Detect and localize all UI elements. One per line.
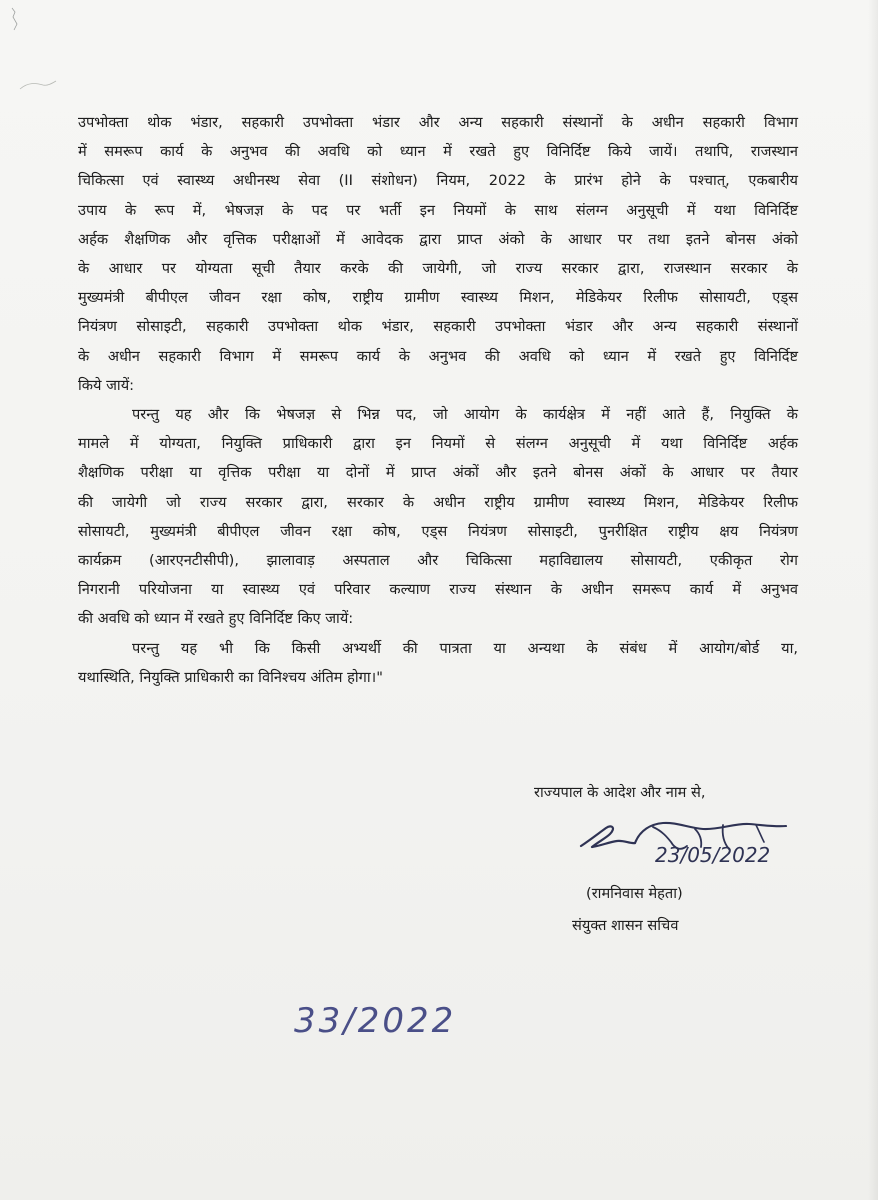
- body-line: नियंत्रण सोसाइटी, सहकारी उपभोक्ता थोक भंडार, सहकारी उपभोक्ता भंडार और अन्य सहकारी संस्थानों: [78, 318, 798, 336]
- paragraph-3: [78, 634, 798, 692]
- letter-body: [78, 108, 798, 692]
- body-line: परन्तु यह भी कि किसी अभ्यर्थी की पात्रता या अन्यथा के संबंध में आयोग/बोर्ड या,: [132, 639, 798, 657]
- page-edge-shadow: [868, 0, 878, 1200]
- margin-mark-icon: [18, 74, 58, 94]
- authority-line: राज्यपाल के आदेश और नाम से,: [534, 784, 706, 801]
- paragraph-1: [78, 108, 798, 400]
- body-line: शैक्षणिक परीक्षा या वृत्तिक परीक्षा या दोनों में प्राप्त अंकों और इतने बोनस अंकों के आधार पर तैयार: [78, 464, 798, 482]
- body-line: की जायेगी जो राज्य सरकार द्वारा, सरकार के अधीन राष्ट्रीय ग्रामीण स्वास्थ्य मिशन, मेडिकेयर रिलीफ: [78, 493, 798, 511]
- signature-date: 23/05/2022: [655, 843, 771, 867]
- body-line: कार्यक्रम (आरएनटीसीपी), झालावाड़ अस्पताल और चिकित्सा महाविद्यालय सोसायटी, एकीकृत रोग: [78, 552, 798, 570]
- body-line: अर्हक शैक्षणिक और वृत्तिक परीक्षाओं में आवेदक द्वारा प्राप्त अंको के आधार पर तथा इतने बोनस अंको: [78, 230, 798, 248]
- body-line: में समरूप कार्य के अनुभव की अवधि को ध्यान में रखते हुए विनिर्दिष्ट किये जायें। तथापि, राजस्थान: [78, 143, 798, 161]
- body-line: उपभोक्ता थोक भंडार, सहकारी उपभोक्ता भंडार और अन्य सहकारी संस्थानों के अधीन सहकारी विभाग: [78, 114, 798, 131]
- body-line: यथास्थिति, नियुक्ति प्राधिकारी का विनिश्चय अंतिम होगा।": [78, 668, 383, 686]
- handwritten-number: 33/2022: [294, 1001, 456, 1041]
- signatory-designation: संयुक्त शासन सचिव: [572, 917, 679, 934]
- body-line: परन्तु यह और कि भेषजज्ञ से भिन्न पद, जो आयोग के कार्यक्षेत्र में नहीं आते हैं, नियुक्ति के: [132, 406, 798, 424]
- body-line: निगरानी परियोजना या स्वास्थ्य एवं परिवार कल्याण राज्य संस्थान के अधीन समरूप कार्य में अनुभव: [78, 581, 798, 599]
- fold-mark-icon: [6, 6, 34, 36]
- body-line: के अधीन सहकारी विभाग में समरूप कार्य के अनुभव की अवधि को ध्यान में रखते हुए विनिर्दिष्ट: [78, 347, 798, 365]
- paragraph-2: [78, 400, 798, 634]
- body-line: उपाय के रूप में, भेषजज्ञ के पद पर भर्ती इन नियमों के साथ संलग्न अनुसूची में यथा विनिर्दिष्ट: [78, 201, 798, 219]
- body-line: की अवधि को ध्यान में रखते हुए विनिर्दिष्ट किए जायें:: [78, 610, 354, 628]
- body-line: के आधार पर योग्यता सूची तैयार करके की जायेगी, जो राज्य सरकार द्वारा, राजस्थान सरकार के: [78, 260, 798, 278]
- body-line: मामले में योग्यता, नियुक्ति प्राधिकारी द्वारा इन नियमों से संलग्न अनुसूची में यथा विनिर्दिष्ट अर्हक: [78, 435, 798, 453]
- body-line: किये जायें:: [78, 376, 135, 394]
- handwritten-signature-icon: [573, 813, 805, 871]
- signatory-name: (रामनिवास मेहता): [586, 885, 683, 902]
- body-line: चिकित्सा एवं स्वास्थ्य अधीनस्थ सेवा (II संशोधन) नियम, 2022 के प्रारंभ होने के पश्चात्, एकबारीय: [78, 172, 798, 190]
- body-line: मुख्यमंत्री बीपीएल जीवन रक्षा कोष, राष्ट्रीय ग्रामीण स्वास्थ्य मिशन, मेडिकेयर रिलीफ सोसायटी, एड्स: [78, 289, 798, 307]
- body-line: सोसायटी, मुख्यमंत्री बीपीएल जीवन रक्षा कोष, एड्स नियंत्रण सोसाइटी, पुनरीक्षित राष्ट्रीय क्षय नियंत्रण: [78, 522, 798, 540]
- handwritten-number-icon: [286, 998, 456, 1046]
